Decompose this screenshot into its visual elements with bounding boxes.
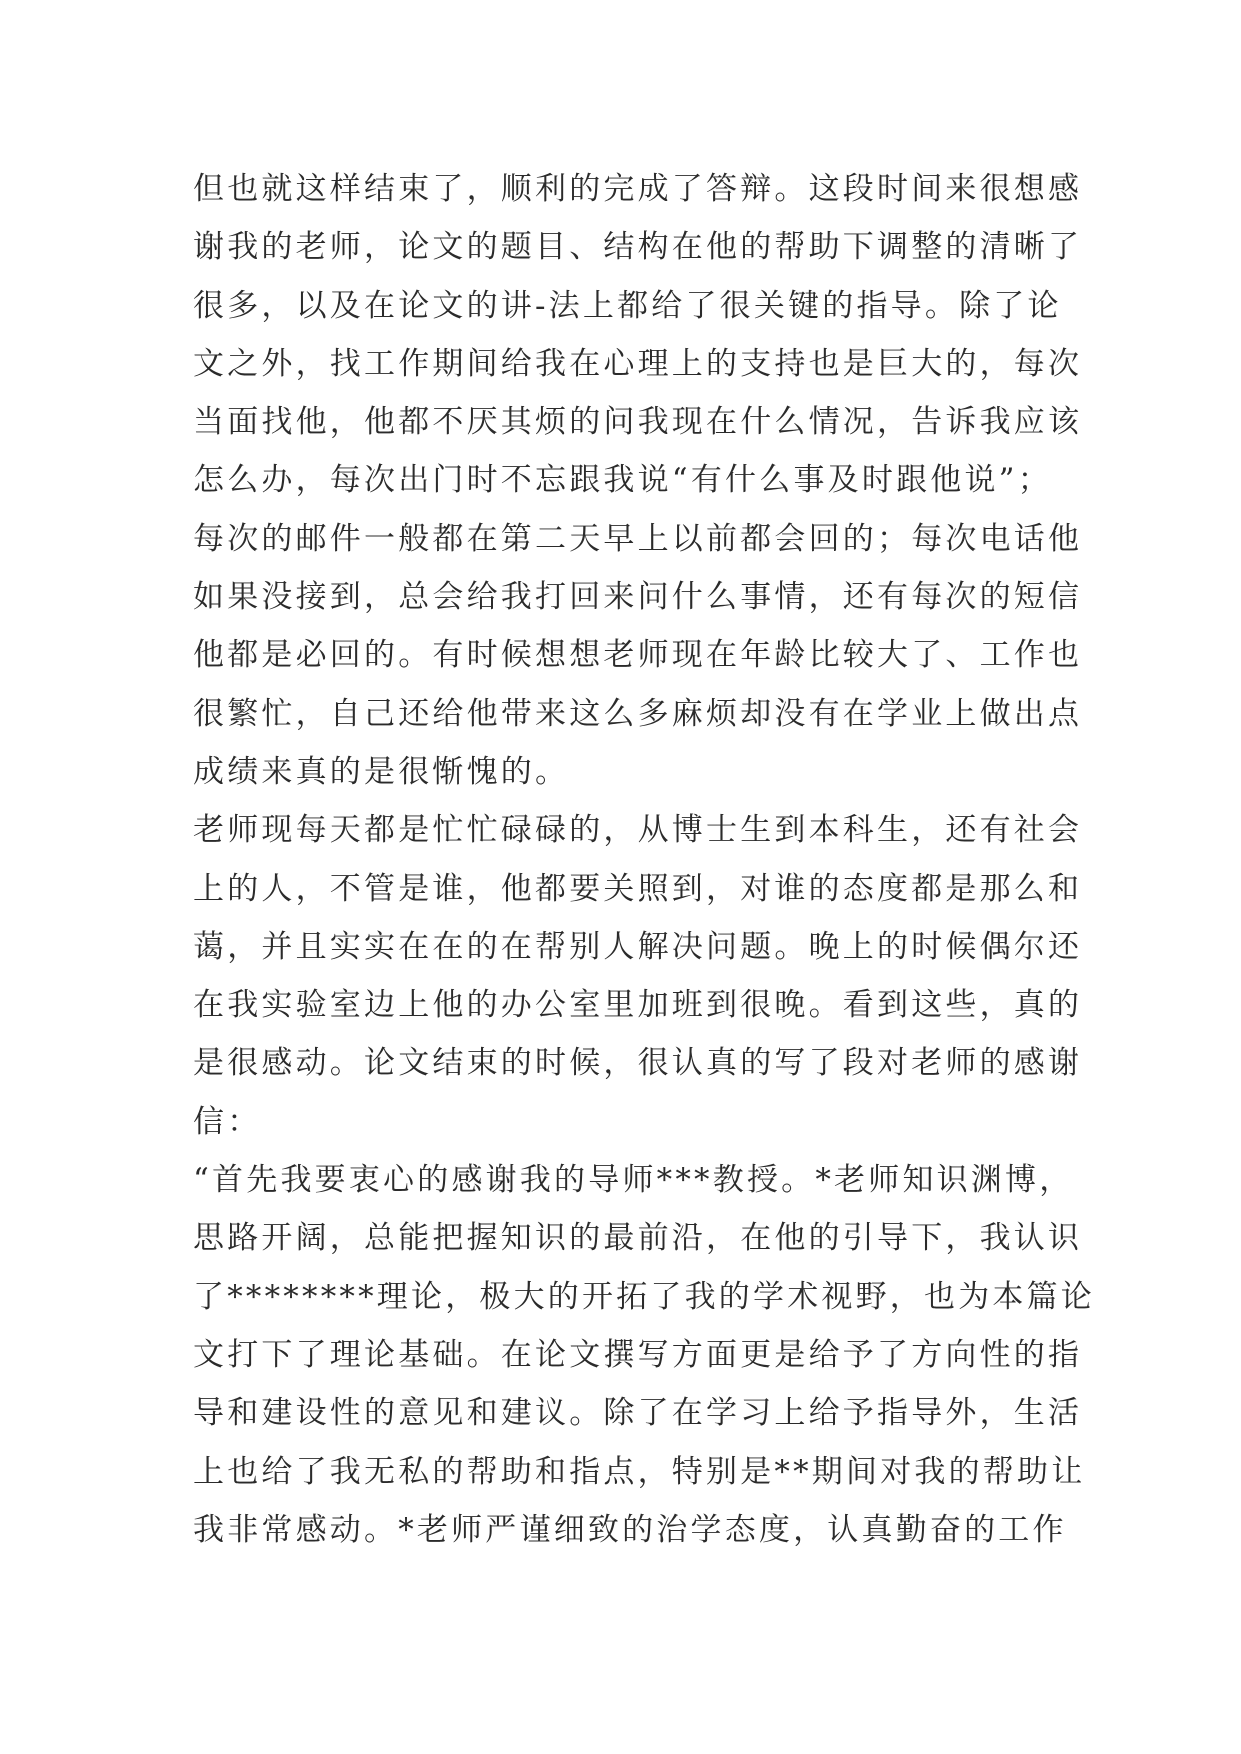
text-line: 蔼，并且实实在在的在帮别人解决问题。晚上的时候偶尔还 (193, 928, 1083, 965)
text-line: 文打下了理论基础。在论文撰写方面更是给予了方向性的指 (193, 1336, 1083, 1373)
text-line: 文之外，找工作期间给我在心理上的支持也是巨大的，每次 (193, 345, 1083, 382)
text-line: 怎么办，每次出门时不忘跟我说“有什么事及时跟他说”； (193, 462, 1052, 499)
text-line: 老师现每天都是忙忙碌碌的，从博士生到本科生，还有社会 (193, 812, 1083, 849)
text-line: 但也就这样结束了，顺利的完成了答辩。这段时间来很想感 (193, 171, 1083, 207)
text-line: 是很感动。论文结束的时候，很认真的写了段对老师的感谢 (193, 1045, 1083, 1082)
text-line: 上的人，不管是谁，他都要关照到，对谁的态度都是那么和 (193, 870, 1083, 907)
text-line: 成绩来真的是很惭愧的。 (193, 753, 570, 790)
text-line: “首先我要衷心的感谢我的导师***教授。*老师知识渊博， (193, 1162, 1074, 1199)
text-line: 信： (193, 1103, 262, 1140)
text-line: 如果没接到，总会给我打回来问什么事情，还有每次的短信 (193, 579, 1083, 616)
text-line: 当面找他，他都不厌其烦的问我现在什么情况，告诉我应该 (193, 404, 1083, 441)
text-line: 很多，以及在论文的讲-法上都给了很关键的指导。除了论 (193, 287, 1062, 324)
text-line: 每次的邮件一般都在第二天早上以前都会回的；每次电话他 (193, 520, 1083, 557)
body-text (193, 160, 1095, 1559)
text-line: 了********理论，极大的开拓了我的学术视野，也为本篇论 (193, 1278, 1095, 1315)
text-line: 我非常感动。*老师严谨细致的治学态度，认真勤奋的工作 (193, 1511, 1067, 1548)
text-line: 在我实验室边上他的办公室里加班到很晚。看到这些，真的 (193, 987, 1083, 1024)
text-line: 他都是必回的。有时候想想老师现在年龄比较大了、工作也 (193, 637, 1083, 674)
text-line: 很繁忙，自己还给他带来这么多麻烦却没有在学业上做出点 (193, 695, 1083, 732)
text-line: 谢我的老师，论文的题目、结构在他的帮助下调整的清晰了 (193, 229, 1083, 266)
text-line: 思路开阔，总能把握知识的最前沿，在他的引导下，我认识 (193, 1220, 1083, 1257)
text-line: 上也给了我无私的帮助和指点，特别是**期间对我的帮助让 (193, 1453, 1086, 1490)
text-line: 导和建设性的意见和建议。除了在学习上给予指导外，生活 (193, 1395, 1083, 1432)
